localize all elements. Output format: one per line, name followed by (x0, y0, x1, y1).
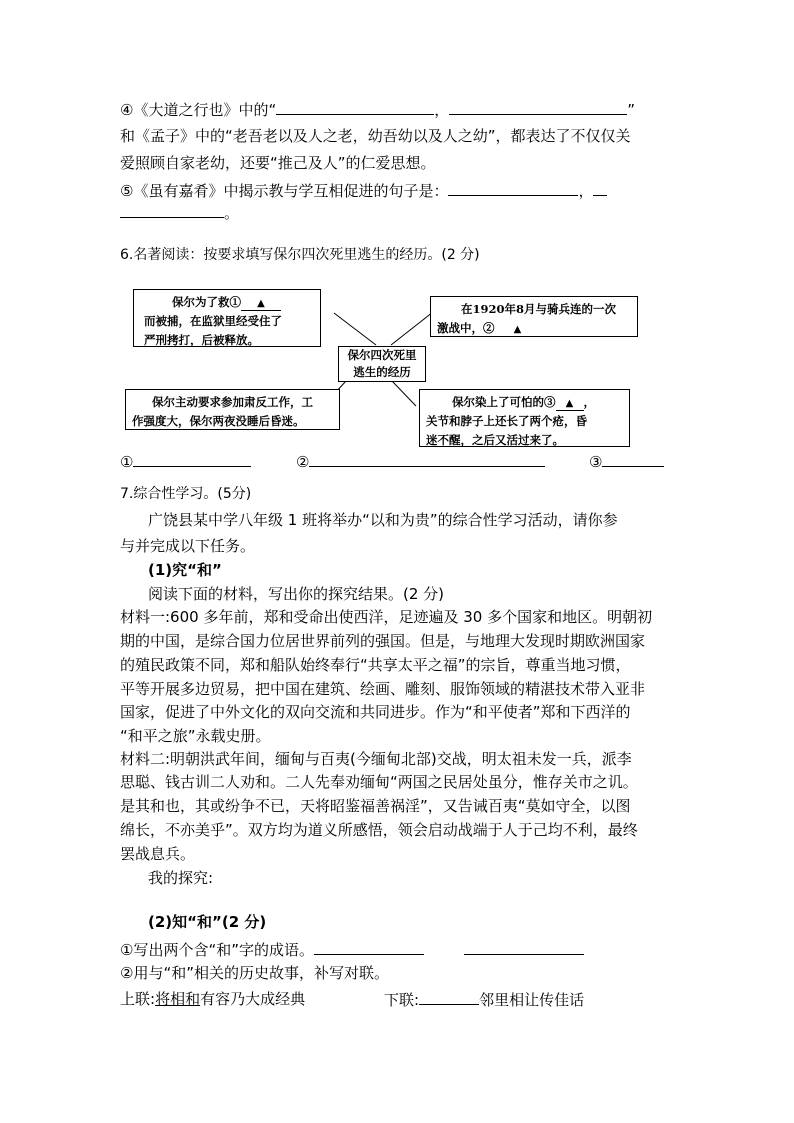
my-explore-label: 我的探究: (148, 869, 214, 887)
connector-line (392, 381, 416, 406)
couplet-upper: 上联:将相和有容乃大成经典 (120, 990, 306, 1008)
answer-blank[interactable] (133, 452, 251, 467)
q7-title: 7.综合性学习。(5分) (120, 486, 252, 502)
my-explore-answer-area[interactable] (120, 888, 660, 908)
q5-line4-b: 和《孟子》中的“老吾老以及人之老，幼吾幼以及人之幼”，都表达了不仅仅关 (120, 127, 631, 145)
answer-blank[interactable] (419, 990, 479, 1005)
material1-line: 平等开展多边贸易，把中国在建筑、绘画、雕刻、服饰领域的精湛技术带入亚非 (120, 680, 646, 698)
q5-line4: ④《大道之行也》中的“ ， ” (120, 101, 636, 119)
center-topic: 保尔四次死里 逃生的经历 (338, 346, 426, 382)
material1-line: “和平之旅”永载史册。 (120, 727, 271, 745)
answer-blank[interactable]: ▲ (241, 298, 281, 311)
connector-line (391, 312, 433, 345)
answer-blank[interactable] (464, 940, 584, 955)
box-experience-1: 保尔为了救① ▲ 而被捕，在监狱里经受住了 严刑拷打，后被释放。 (133, 289, 321, 347)
q6-title: 6.名著阅读：按要求填写保尔四次死里逃生的经历。(2 分) (120, 247, 480, 263)
material2-line: 是其和也，其或纷争不已，天将昭鉴福善祸淫”，又告诫百夷“莫如守全，以图 (120, 797, 631, 815)
answer-blank[interactable] (309, 452, 545, 467)
q6-answer-1: ① (120, 452, 251, 471)
material2-line: 罢战息兵。 (120, 845, 196, 863)
answer-blank[interactable]: ▲ (495, 324, 541, 337)
material2-line: 材料二:明朝洪武年间，缅甸与百夷(今缅甸北部)交战，明太祖未发一兵，派李 (120, 750, 632, 768)
box-experience-4: 保尔染上了可怕的③ ▲ ， 关节和脖子上还长了两个疮，昏 迷不醒，之后又活过来了。 (419, 389, 630, 447)
q7-sub1-title: (1)究“和” (148, 561, 222, 579)
q7-sub1-prompt: 阅读下面的材料，写出你的探究结果。(2 分) (148, 585, 445, 603)
q6-answer-3: ③ (589, 452, 664, 471)
q5-line5-b: 。 (120, 203, 239, 222)
diagram-connectors (0, 0, 794, 470)
q6-answer-2: ② (296, 452, 545, 471)
answer-blank[interactable] (314, 940, 424, 955)
material1-line: 材料一:600 多年前，郑和受命出使西洋，足迹遍及 30 多个国家和地区。明朝初 (120, 608, 653, 626)
answer-blank[interactable]: ▲ (556, 398, 584, 411)
q5-line4-c: 爱照顾自家老幼，还要“推己及人”的仁爱思想。 (120, 154, 436, 172)
box-experience-3: 保尔主动要求参加肃反工作，工 作强度大，保尔两夜没睡后昏迷。 (125, 389, 340, 430)
q7-sub2-title: (2)知“和”(2 分) (148, 913, 267, 931)
couplet-lower: 下联: 邻里相让传佳话 (384, 991, 585, 1009)
material2-line: 思聪、钱古训二人劝和。二人先奉劝缅甸“两国之民居处虽分，惟存关市之讥。 (120, 773, 638, 791)
q7-intro-2: 与并完成以下任务。 (120, 537, 256, 555)
q7-sub2-q1: ①写出两个含“和”字的成语。 (120, 940, 584, 959)
q7-intro-1: 广饶县某中学八年级 1 班将举办“以和为贵”的综合性学习活动，请你参 (148, 511, 618, 529)
material1-line: 期的中国，是综合国力位居世界前列的强国。但是，与地理大发现时期欧洲国家 (120, 632, 646, 650)
box-experience-2: 在1920年8月与骑兵连的一次 激战中，② ▲ (430, 296, 638, 337)
material1-line: 的殖民政策不同，郑和船队始终奉行“共享太平之福”的宗旨，尊重当地习惯， (120, 656, 631, 674)
material1-line: 国家，促进了中外文化的双向交流和共同进步。作为“和平使者”郑和下西洋的 (120, 703, 631, 721)
material2-line: 绵长，不亦美乎”。双方均为道义所感悟，领会启动战端于人于己均不利，最终 (120, 821, 638, 839)
connector-line (334, 313, 376, 345)
answer-blank[interactable] (602, 452, 664, 467)
q5-line5: ⑤《虽有嘉肴》中揭示教与学互相促进的句子是： ， (120, 181, 607, 200)
q7-sub2-q2: ②用与“和”相关的历史故事，补写对联。 (120, 964, 389, 982)
